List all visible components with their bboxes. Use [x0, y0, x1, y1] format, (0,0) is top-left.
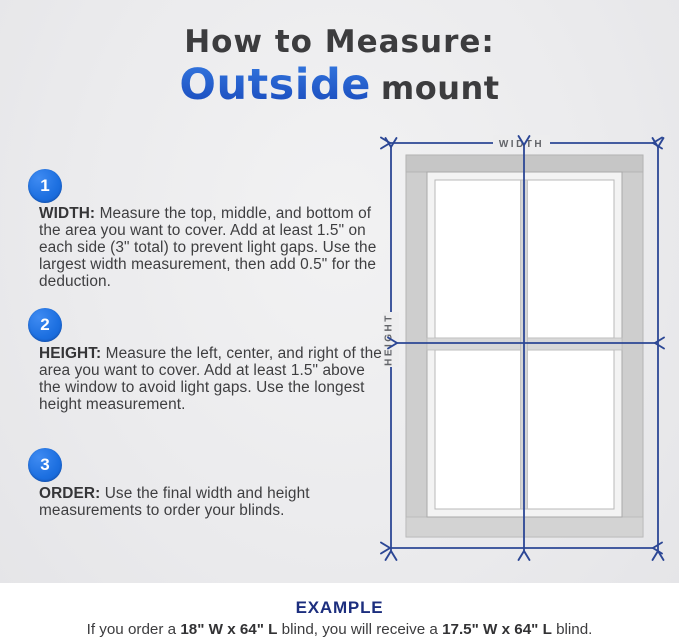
- step-3-label: ORDER:: [39, 485, 101, 502]
- title-suffix: mount: [380, 68, 500, 107]
- step-1-body: Measure the top, middle, and bottom of the area you want to cover. Add at least 1.5" on each side (3" total) to prevent light gaps. Use the largest width measurement, then add 0.5" for the deduction.: [39, 205, 377, 290]
- step-3-badge: [28, 448, 62, 482]
- example-prefix: If you order a: [86, 621, 181, 638]
- step-2-number: 2: [40, 315, 50, 334]
- step-1-text: [39, 206, 383, 291]
- step-1-number: 1: [40, 176, 50, 195]
- example-heading: EXAMPLE: [295, 598, 384, 617]
- step-1-badge: [28, 169, 62, 203]
- width-dimension-label: WIDTH: [498, 139, 545, 150]
- example-middle: blind, you will receive a: [277, 621, 443, 638]
- step-1-label: WIDTH:: [39, 205, 96, 222]
- height-dimension-label: HEIGHT: [383, 313, 395, 366]
- example-receive-size: 17.5" W x 64" L: [442, 621, 552, 638]
- title-highlight: Outside: [179, 59, 371, 110]
- example-order-size: 18" W x 64" L: [180, 621, 278, 638]
- title-line2: [0, 59, 679, 110]
- example-suffix: blind.: [551, 621, 593, 638]
- step-3-body: Use the final width and height measurements to order your blinds.: [39, 485, 310, 519]
- step-2-text: [39, 346, 383, 414]
- title-line1: How to Measure:: [184, 24, 495, 60]
- step-2-label: HEIGHT:: [39, 345, 102, 362]
- step-2-body: Measure the left, center, and right of the area you want to cover. Add at least 1.5" above the window to avoid light gaps. Use the longest height measurement.: [39, 345, 382, 413]
- example-sentence: [0, 621, 679, 638]
- step-3-number: 3: [40, 455, 50, 474]
- step-2-badge: [28, 308, 62, 342]
- window-measure-diagram: [379, 125, 679, 585]
- example-bar: [0, 583, 679, 644]
- page-title: [0, 26, 679, 108]
- step-3-text: [39, 486, 383, 520]
